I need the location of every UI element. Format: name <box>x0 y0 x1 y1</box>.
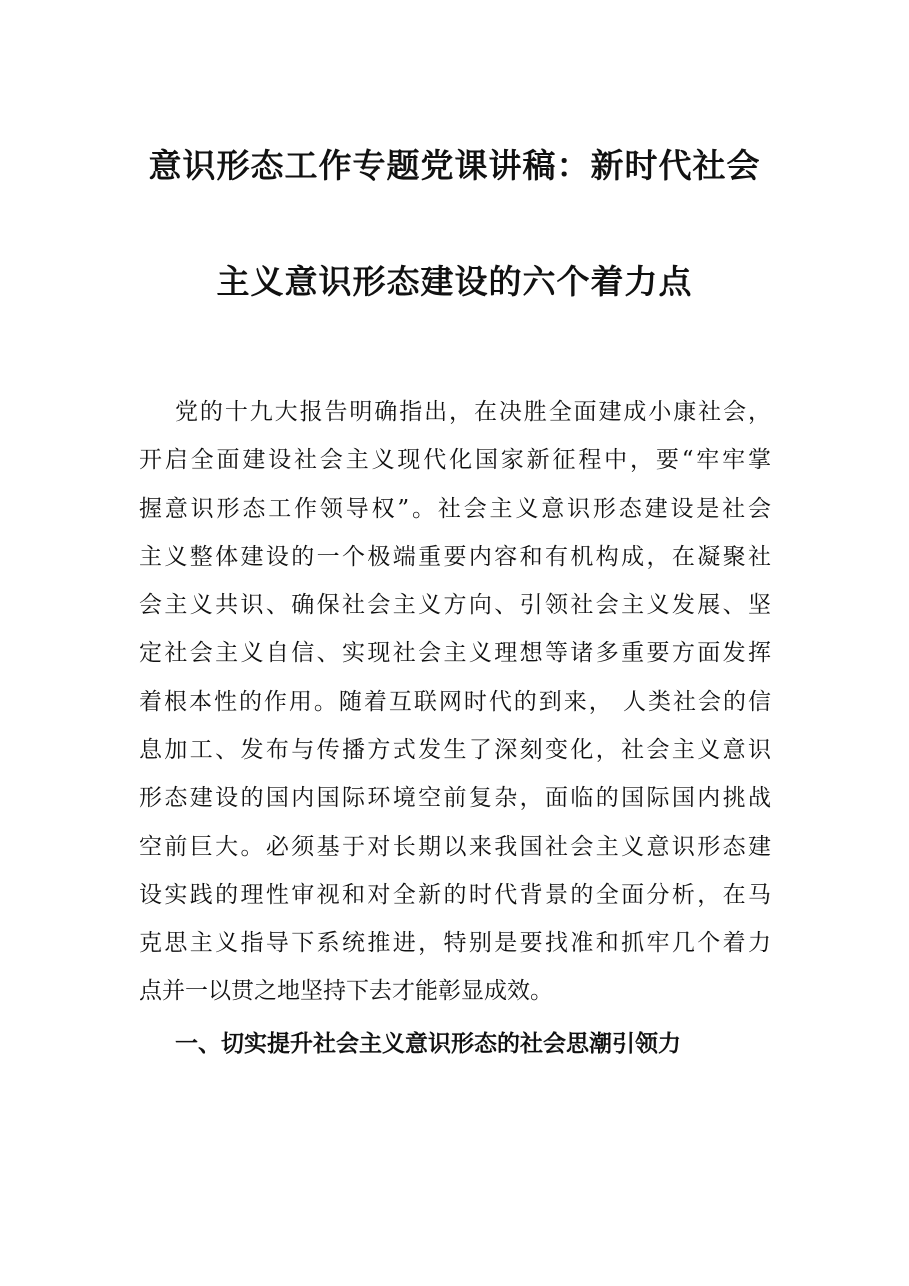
paragraph-line: 点并一以贯之地坚持下去才能彰显成效。 <box>139 978 553 1004</box>
document-title-line-1: 意识形态工作专题党课讲稿：新时代社会 <box>148 146 761 185</box>
paragraph-line: 着根本性的作用。随着互联网时代的到来， 人类社会的信 <box>139 689 771 715</box>
paragraph-line: 形态建设的国内国际环境空前复杂，面临的国际国内挑战 <box>139 785 771 811</box>
paragraph-line: 党的十九大报告明确指出，在决胜全面建成小康社会， <box>175 399 771 425</box>
section-heading-1: 一、切实提升社会主义意识形态的社会思潮引领力 <box>175 1030 681 1057</box>
paragraph-line: 设实践的理性审视和对全新的时代背景的全面分析，在马 <box>139 882 771 908</box>
paragraph-line: 息加工、发布与传播方式发生了深刻变化，社会主义意识 <box>139 737 771 763</box>
paragraph-line: 克思主义指导下系统推进，特别是要找准和抓牢几个着力 <box>139 930 771 956</box>
paragraph-line: 会主义共识、确保社会主义方向、引领社会主义发展、坚 <box>139 592 771 618</box>
document-title-line-2: 主义意识形态建设的六个着力点 <box>216 262 693 301</box>
paragraph-line: 空前巨大。必须基于对长期以来我国社会主义意识形态建 <box>139 834 771 860</box>
paragraph-line: 主义整体建设的一个极端重要内容和有机构成，在凝聚社 <box>139 544 771 570</box>
paragraph-line: 开启全面建设社会主义现代化国家新征程中，要“牢牢掌 <box>139 447 771 473</box>
paragraph-line: 定社会主义自信、实现社会主义理想等诸多重要方面发挥 <box>139 640 771 666</box>
paragraph-line: 握意识形态工作领导权”。社会主义意识形态建设是社会 <box>139 496 771 522</box>
